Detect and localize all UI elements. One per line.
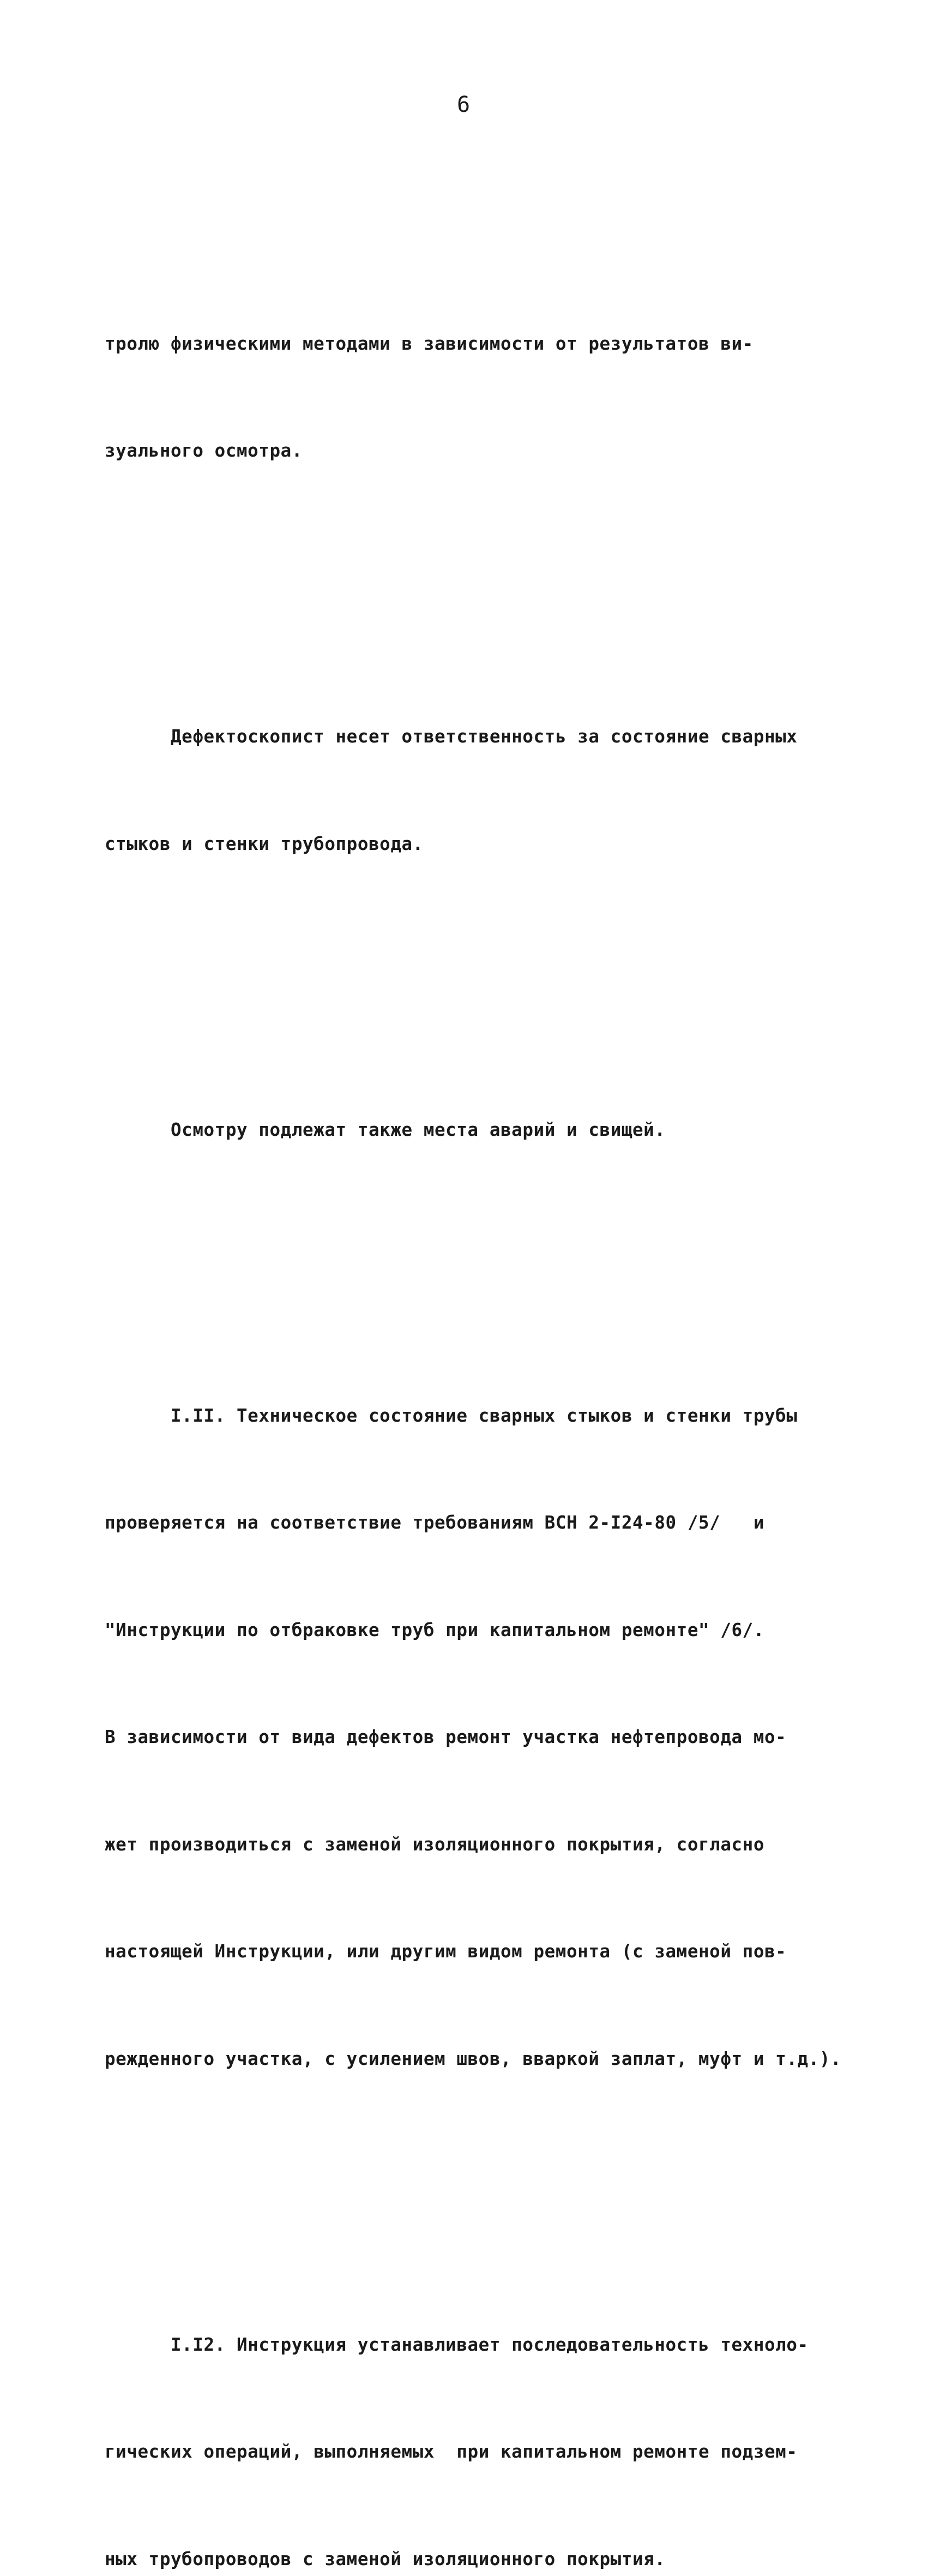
text-line: I.I2. Инструкция устанавливает последовательность техноло- — [105, 2327, 803, 2363]
text-line: настоящей Инструкции, или другим видом ремонта (с заменой пов- — [105, 1934, 803, 1970]
text-line: Дефектоскопист несет ответственность за состояние сварных — [105, 719, 803, 755]
page-number: 6 — [447, 92, 480, 118]
text-line: "Инструкции по отбраковке труб при капитальном ремонте" /6/. — [105, 1613, 803, 1649]
text-line: тролю физическими методами в зависимости от результатов ви- — [105, 326, 803, 362]
paragraph-defectoscopist — [105, 648, 803, 933]
paragraph-visual-inspection — [105, 255, 803, 541]
text-line: жет производиться с заменой изоляционного покрытия, согласно — [105, 1827, 803, 1863]
text-line: режденного участка, с усилением швов, вваркой заплат, муфт и т.д.). — [105, 2041, 803, 2077]
text-line: ных трубопроводов с заменой изоляционного покрытия. — [105, 2542, 803, 2576]
paragraph-section-1-11 — [105, 1327, 803, 2149]
text-line: гических операций, выполняемых при капитальном ремонте подзем- — [105, 2434, 803, 2470]
text-line: I.II. Техническое состояние сварных стыков и стенки трубы — [105, 1398, 803, 1434]
paragraph-inspection-sites — [105, 1041, 803, 1220]
text-line: стыков и стенки трубопровода. — [105, 826, 803, 862]
document-body — [105, 147, 803, 2576]
text-line: Осмотру подлежат также места аварий и свищей. — [105, 1112, 803, 1148]
paragraph-section-1-12 — [105, 2256, 803, 2576]
text-line: В зависимости от вида дефектов ремонт участка нефтепровода мо- — [105, 1720, 803, 1756]
text-line: зуального осмотра. — [105, 433, 803, 469]
text-line: проверяется на соответствие требованиям ВСН 2-I24-80 /5/ и — [105, 1505, 803, 1541]
